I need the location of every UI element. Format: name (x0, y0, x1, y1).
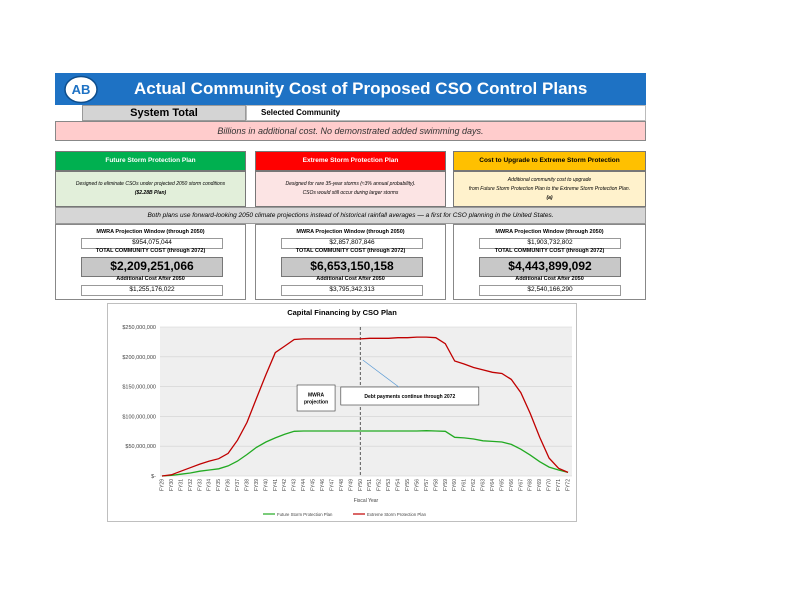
x-tick-label: FY69 (537, 479, 544, 491)
cost-panel-extreme (255, 224, 446, 300)
plan-desc-upgrade (453, 171, 646, 207)
selected-community-cell[interactable]: Selected Community (246, 105, 646, 121)
plan-desc-future (55, 171, 246, 207)
y-tick-label: $50,000,000 (125, 444, 156, 451)
x-tick-label: FY43 (291, 479, 298, 491)
plan-desc-text: from Future Storm Protection Plan to the Extreme Storm Protection Plan. (468, 185, 631, 192)
after-label: Additional Cost After 2050 (116, 276, 185, 282)
chart-title: Capital Financing by CSO Plan (287, 308, 397, 317)
x-tick-label: FY72 (565, 479, 572, 491)
x-tick-label: FY46 (320, 479, 327, 491)
total-label: TOTAL COMMUNITY COST (through 2072) (494, 248, 605, 254)
capital-financing-chart (107, 303, 577, 522)
plan-desc-text: CSOs would still occur during larger storms (302, 190, 399, 196)
window-label: MWRA Projection Window (through 2050) (495, 229, 604, 235)
x-tick-label: FY36 (225, 479, 232, 491)
x-tick-label: FY39 (253, 479, 260, 491)
x-tick-label: FY63 (480, 479, 487, 491)
plan-desc-text: Additional community cost to upgrade (507, 176, 592, 183)
x-tick-label: FY68 (527, 479, 534, 491)
plan-desc-text: (a) (546, 194, 553, 201)
cost-panel-future (55, 224, 246, 300)
x-tick-label: FY54 (395, 479, 402, 491)
window-label: MWRA Projection Window (through 2050) (96, 229, 205, 235)
x-axis-label: Fiscal Year (353, 498, 379, 504)
chart-canvas (108, 304, 576, 521)
after-label: Additional Cost After 2050 (316, 276, 385, 282)
x-tick-label: FY34 (206, 479, 213, 491)
x-tick-label: FY29 (159, 479, 166, 491)
x-tick-label: FY59 (442, 479, 449, 491)
y-tick-label: $200,000,000 (122, 354, 156, 361)
legend-label-future-storm: Future Storm Protection Plan (277, 512, 333, 517)
y-tick-label: $250,000,000 (122, 325, 156, 331)
page-title: Actual Community Cost of Proposed CSO Control Plans (134, 79, 588, 98)
x-tick-label: FY31 (178, 479, 185, 491)
annotation-text: projection (303, 399, 329, 406)
plan-desc-text: ($2.28B Plan) (134, 190, 167, 196)
x-tick-label: FY71 (556, 479, 563, 491)
x-tick-label: FY61 (461, 479, 468, 491)
x-tick-label: FY67 (518, 479, 525, 491)
notice-banner: Billions in additional cost. No demonstrated added swimming days. (55, 121, 646, 141)
x-tick-label: FY44 (301, 479, 308, 491)
after-value: $2,540,166,290 (479, 285, 621, 296)
cost-panel-upgrade (453, 224, 646, 300)
annotation-text: Debt payments continue through 2072 (364, 394, 456, 400)
x-tick-label: FY50 (357, 479, 364, 491)
both-plans-note: Both plans use forward-looking 2050 climate projections instead of historical rainfall averages — a first for CSO planning in the United States. (55, 207, 646, 224)
x-tick-label: FY47 (329, 479, 336, 491)
x-tick-label: FY60 (452, 479, 459, 491)
plan-desc-text: Designed to eliminate CSOs under projected 2050 storm conditions (75, 181, 226, 187)
x-tick-label: FY56 (414, 479, 421, 491)
plan-header-upgrade: Cost to Upgrade to Extreme Storm Protection (453, 151, 646, 171)
total-label: TOTAL COMMUNITY COST (through 2072) (295, 248, 406, 254)
x-tick-label: FY64 (489, 479, 496, 491)
window-label: MWRA Projection Window (through 2050) (296, 229, 405, 235)
x-tick-label: FY33 (197, 479, 204, 491)
x-tick-label: FY49 (348, 479, 355, 491)
x-tick-label: FY58 (433, 479, 440, 491)
y-tick-label: $150,000,000 (122, 384, 156, 391)
x-tick-label: FY32 (187, 479, 194, 491)
total-value: $6,653,150,158 (281, 257, 423, 277)
x-tick-label: FY66 (508, 479, 515, 491)
total-label: TOTAL COMMUNITY COST (through 2072) (95, 248, 206, 254)
x-tick-label: FY42 (282, 479, 289, 491)
x-tick-label: FY38 (244, 479, 251, 491)
svg-text:AB: AB (71, 82, 91, 97)
y-tick-label: $100,000,000 (122, 414, 156, 421)
after-value: $3,795,342,313 (281, 285, 423, 296)
legend-label-extreme-storm: Extreme Storm Protection Plan (367, 512, 426, 517)
plan-desc-extreme (255, 171, 446, 207)
plan-header-future: Future Storm Protection Plan (55, 151, 246, 171)
total-value: $2,209,251,066 (81, 257, 223, 277)
window-value: $1,903,732,802 (479, 238, 621, 249)
x-tick-label: FY35 (216, 479, 223, 491)
x-tick-label: FY30 (168, 479, 175, 491)
after-label: Additional Cost After 2050 (515, 276, 584, 282)
system-total-cell[interactable]: System Total (82, 105, 246, 121)
plan-desc-text: Designed for rare 35-year storms (≈3% annual probability). (285, 181, 416, 187)
window-value: $2,857,807,846 (281, 238, 423, 249)
x-tick-label: FY45 (310, 479, 317, 491)
x-tick-label: FY53 (386, 479, 393, 491)
x-tick-label: FY51 (367, 479, 374, 491)
x-tick-label: FY70 (546, 479, 553, 491)
plan-header-extreme: Extreme Storm Protection Plan (255, 151, 446, 171)
x-tick-label: FY40 (263, 479, 270, 491)
annotation-text: MWRA (308, 392, 325, 399)
x-tick-label: FY52 (376, 479, 383, 491)
after-value: $1,255,176,022 (81, 285, 223, 296)
x-tick-label: FY55 (404, 479, 411, 491)
x-tick-label: FY62 (471, 479, 478, 491)
x-tick-label: FY65 (499, 479, 506, 491)
y-tick-label: $- (151, 474, 156, 480)
company-logo (63, 75, 99, 104)
x-tick-label: FY41 (272, 479, 279, 491)
x-tick-label: FY48 (338, 479, 345, 491)
window-value: $954,075,044 (81, 238, 223, 249)
x-tick-label: FY57 (423, 479, 430, 491)
x-tick-label: FY37 (235, 479, 242, 491)
total-value: $4,443,899,092 (479, 257, 621, 277)
